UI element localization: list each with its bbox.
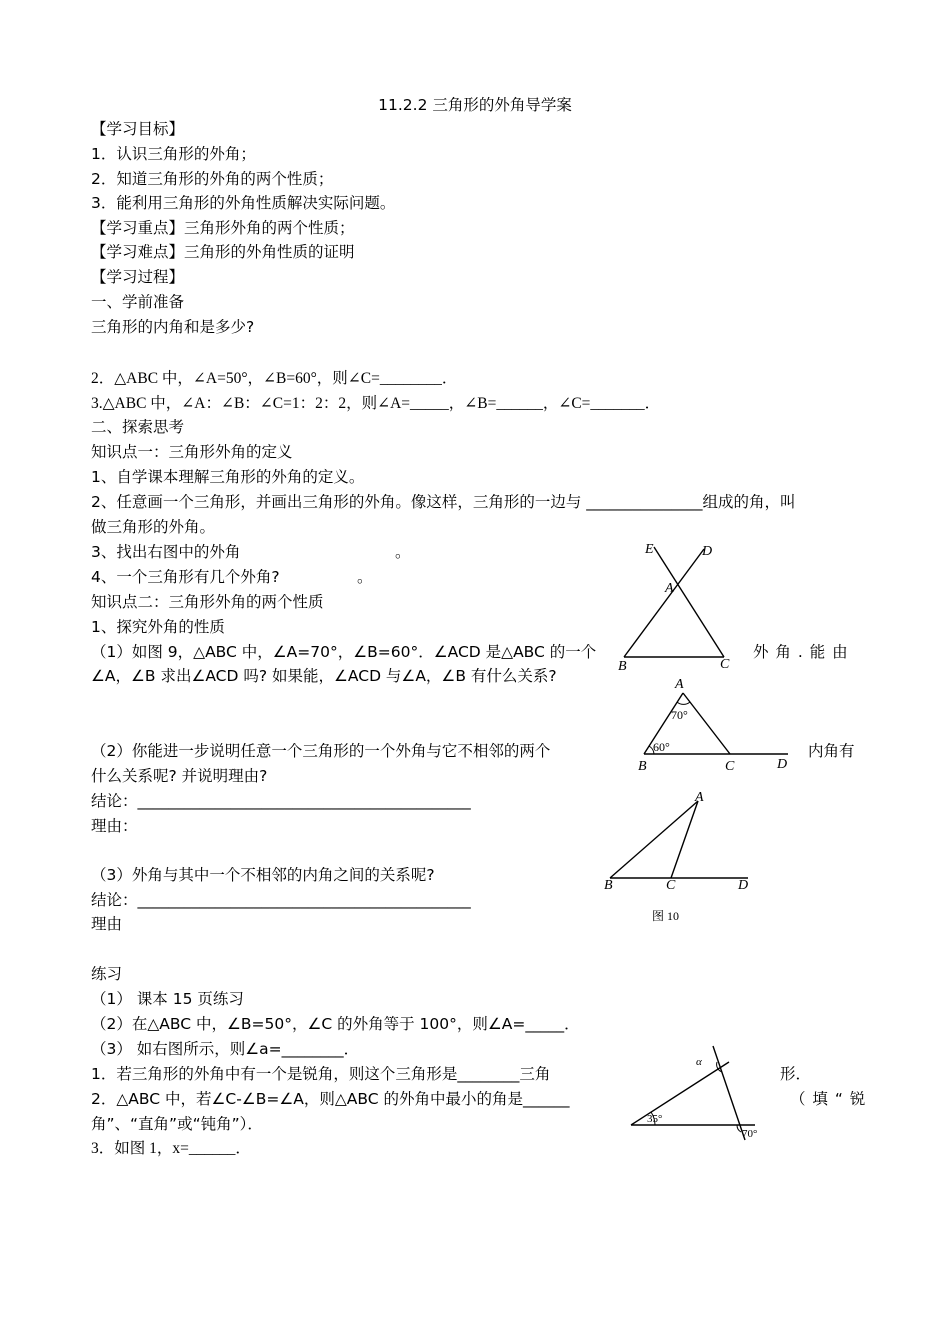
fill-3: 3．如图 1，x=______． <box>91 1140 251 1157</box>
page-title: 11.2.2 三角形的外角导学案 <box>378 96 572 114</box>
explore-item-4-end: 。 <box>357 568 373 586</box>
figure-10 <box>598 785 758 925</box>
label-e: E <box>645 542 654 557</box>
angle-b-value: 60° <box>653 740 670 754</box>
reason-2: 理由 <box>91 915 123 933</box>
exercise-2: （2）在△ABC 中，∠B=50°，∠C 的外角等于 100°，则∠A=_____． <box>91 1015 580 1033</box>
figure-caption: 图 10 <box>652 909 680 923</box>
exercise-1: （1） 课本 15 页练习 <box>91 990 244 1008</box>
conclusion-1: 结论：___________________________________________ <box>91 792 471 810</box>
explore-item-3: 3、找出右图中的外角 <box>91 543 241 561</box>
explore-item-4: 4、一个三角形有几个外角? <box>91 568 280 586</box>
property-3: （3）外角与其中一个不相邻的内角之间的关系呢? <box>91 866 435 884</box>
label-d: D <box>777 757 788 772</box>
property-1a: （1）如图 9，△ABC 中，∠A=70°，∠B=60°．∠ACD 是△ABC 的一个 <box>91 643 597 661</box>
conclusion-2: 结论：___________________________________________ <box>91 891 471 909</box>
fill-2: 2．△ABC 中，若∠C-∠B=∠A，则△ABC 的外角中最小的角是______ <box>91 1090 570 1108</box>
angle-a-arc <box>677 702 690 704</box>
explore-item-1: 1、自学课本理解三角形的外角的定义。 <box>91 468 365 486</box>
label-d: D <box>702 544 713 559</box>
fill-2b: 角”、“直角”或“钝角”）． <box>91 1115 263 1133</box>
angle-a-value: 70° <box>671 708 688 722</box>
label-b: B <box>638 759 647 774</box>
fill-1-right: 形． <box>780 1065 812 1083</box>
label-d: D <box>738 878 749 893</box>
property-1: 1、探究外角的性质 <box>91 618 225 636</box>
property-2b: 什么关系呢? 并说明理由? <box>91 767 268 785</box>
label-c: C <box>666 878 676 893</box>
explore-item-2a: 2、任意画一个三角形，并画出三角形的外角。像这样，三角形的一边与 _______________组成的角，叫 <box>91 493 796 511</box>
property-1b: ∠A，∠B 求出∠ACD 吗? 如果能，∠ACD 与∠A，∠B 有什么关系? <box>91 667 557 685</box>
figure-exterior-angle-triangle <box>610 535 750 675</box>
process-header: 【学习过程】 <box>91 268 185 286</box>
difficulty: 【学习难点】三角形的外角性质的证明 <box>91 243 355 261</box>
objective-1: 1．认识三角形的外角； <box>91 145 256 163</box>
angle-35-label: 35° <box>647 1113 663 1125</box>
figure-9 <box>630 675 800 775</box>
prep-q0: 三角形的内角和是多少? <box>91 318 255 336</box>
angle-alpha-label: α <box>696 1056 702 1068</box>
knowledge-point-1: 知识点一：三角形外角的定义 <box>91 443 293 461</box>
objective-3: 3．能利用三角形的外角性质解决实际问题。 <box>91 194 396 212</box>
label-c: C <box>725 759 735 774</box>
label-a: A <box>695 790 704 805</box>
label-a: A <box>675 677 684 692</box>
explore-heading: 二、探索思考 <box>91 418 185 436</box>
transversal-line <box>713 1046 745 1140</box>
label-c: C <box>720 657 730 672</box>
figure-exercise <box>625 1040 775 1150</box>
objectives-header: 【学习目标】 <box>91 120 185 138</box>
property-2a-right: 内角有 <box>808 742 855 760</box>
label-b: B <box>604 878 613 893</box>
key-point: 【学习重点】三角形外角的两个性质； <box>91 219 355 237</box>
slant-line <box>631 1062 729 1125</box>
property-1a-right: 外 角 . 能 由 <box>753 643 849 661</box>
label-a: A <box>665 581 674 596</box>
explore-item-3-end: 。 <box>395 543 411 561</box>
practice-heading: 练习 <box>91 965 123 983</box>
knowledge-point-2: 知识点二：三角形外角的两个性质 <box>91 593 324 611</box>
exercise-3: （3） 如右图所示，则∠a=________． <box>91 1040 360 1058</box>
fill-1: 1．若三角形的外角中有一个是锐角，则这个三角形是________三角 <box>91 1065 551 1083</box>
line-d-b <box>624 549 704 657</box>
fill-2-right: （ 填 “ 锐 <box>790 1090 867 1108</box>
explore-item-2b: 做三角形的外角。 <box>91 518 216 536</box>
label-b: B <box>618 659 627 674</box>
objective-2: 2．知道三角形的外角的两个性质； <box>91 170 334 188</box>
reason-1: 理由： <box>91 817 138 835</box>
prep-q2: 2．△ABC 中，∠A=50°，∠B=60°，则∠C=________． <box>91 370 458 387</box>
prep-q3: 3.△ABC 中，∠A：∠B：∠C=1：2：2，则∠A=_____，∠B=______，∠C=_______． <box>91 395 661 412</box>
angle-70-label: 70° <box>742 1128 758 1140</box>
property-2a: （2）你能进一步说明任意一个三角形的一个外角与它不相邻的两个 <box>91 742 551 760</box>
prep-heading: 一、学前准备 <box>91 293 185 311</box>
